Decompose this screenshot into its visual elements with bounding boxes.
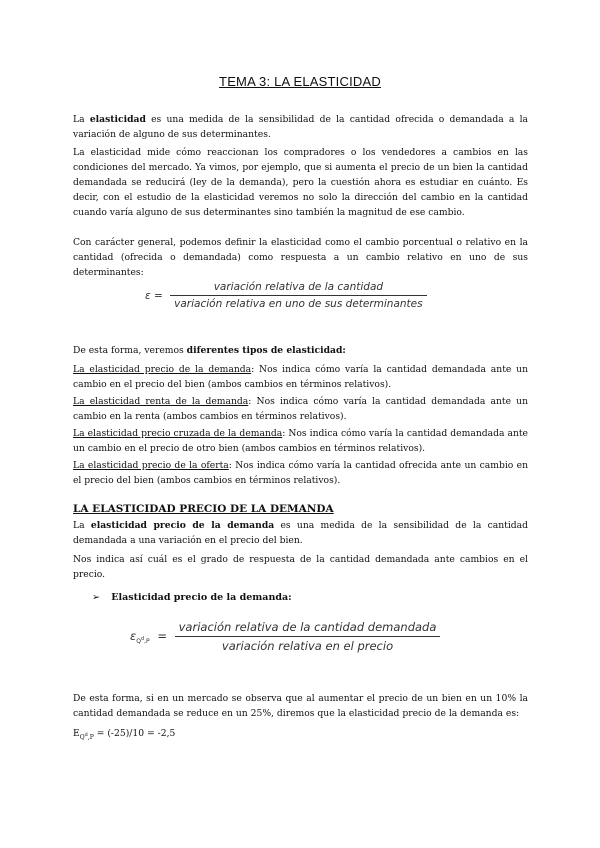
formula-lhs: ε =	[145, 289, 163, 302]
formula-fraction	[175, 620, 441, 653]
price-elasticity-formula	[130, 620, 440, 653]
sub-q: Q	[136, 638, 141, 646]
intro-paragraph-3: Con carácter general, podemos definir la elasticidad como el cambio porcentual o relativo en la cantidad (ofrecida o demandada) como respuesta a un cambio relativo en uno de sus determinantes:	[73, 237, 528, 278]
elasticity-general-formula	[145, 281, 427, 310]
section2-paragraph-1	[73, 518, 528, 548]
section2-paragraph-3: De esta forma, si en un mercado se observa que al aumentar el precio de un bien en un 10% la cantidad demandada se reduce en un 25%, diremos que la elasticidad precio de la demanda es:	[73, 693, 528, 719]
bullet-label: Elasticidad precio de la demanda:	[111, 592, 292, 603]
formula-lhs	[130, 629, 171, 646]
bullet-item	[92, 592, 292, 603]
text-fragment: La	[73, 520, 85, 531]
type-description: : Nos indica cómo varía la cantidad demandada ante un cambio en el precio de otro bien (ambos cambios en términos relativos).	[73, 428, 528, 454]
type-item-cross-price	[73, 426, 528, 456]
type-term: La elasticidad precio de la oferta	[73, 460, 229, 471]
formula-numerator: variación relativa de la cantidad	[213, 281, 384, 293]
type-item-price-demand	[73, 362, 528, 392]
sup-d: d	[84, 731, 88, 738]
types-intro-bold: diferentes tipos de elasticidad:	[186, 345, 346, 356]
example-subscript	[79, 731, 94, 741]
type-description: : Nos indica cómo varía la cantidad demandada ante un cambio en la renta (ambos cambios en términos relativos).	[73, 396, 529, 422]
sub-p: ,P	[144, 638, 150, 646]
type-term: La elasticidad precio cruzada de la demanda	[73, 428, 283, 439]
type-description: : Nos indica cómo varía la cantidad demandada ante un cambio en el precio del bien (ambos cambios en términos relativos).	[73, 364, 529, 390]
formula-subscript	[136, 638, 149, 645]
section-heading: LA ELASTICIDAD PRECIO DE LA DEMANDA	[73, 503, 334, 515]
text-fragment: De esta forma, veremos	[73, 345, 184, 356]
term-elasticidad: elasticidad	[89, 114, 146, 125]
type-term: La elasticidad renta de la demanda	[73, 396, 249, 407]
text-fragment: es una medida de la sensibilidad de la cantidad demandada a una variación en el precio del bien.	[73, 520, 528, 546]
text-fragment: es una medida de la sensibilidad de la cantidad ofrecida o demandada a la variación de alguno de sus determinantes.	[73, 114, 528, 140]
types-intro	[73, 343, 528, 358]
sub-q: Q	[79, 733, 85, 741]
example-e: E	[73, 728, 80, 739]
formula-fraction	[170, 281, 426, 310]
sub-p: ,P	[87, 733, 94, 741]
type-description: : Nos indica cómo varía la cantidad ofrecida ante un cambio en el precio del bien (ambos cambios en términos relativos).	[73, 460, 528, 486]
text-fragment: La	[73, 114, 85, 125]
example-result: = (-25)/10 = -2,5	[96, 728, 176, 739]
epsilon-symbol: ε	[130, 629, 137, 643]
section2-paragraph-2: Nos indica así cuál es el grado de respuesta de la cantidad demandada ante cambios en el precio.	[73, 554, 528, 580]
type-term: La elasticidad precio de la demanda	[73, 364, 252, 375]
formula-denominator: variación relativa en uno de sus determinantes	[170, 295, 426, 310]
formula-numerator: variación relativa de la cantidad demandada	[178, 620, 437, 634]
type-item-income-demand	[73, 394, 528, 424]
formula-denominator: variación relativa en el precio	[175, 636, 441, 653]
equals-sign: =	[157, 629, 167, 643]
type-item-price-supply	[73, 458, 528, 488]
example-calculation	[73, 726, 528, 745]
term-price-elasticity: elasticidad precio de la demanda	[90, 520, 275, 531]
page-title: TEMA 3: LA ELASTICIDAD	[219, 74, 381, 89]
intro-paragraph-2: La elasticidad mide cómo reaccionan los compradores o los vendedores a cambios en las condiciones del mercado. Ya vimos, por ejemplo, que si aumenta el precio de un bien la cantidad demandada se reducirá (ley de la demanda), pero la cuestión ahora es estudiar en cuánto. Es decir, con el estudio de la elasticidad veremos no solo la dirección del cambio en la cantidad cuando varía alguno de sus determinantes sino también la magnitud de ese cambio.	[73, 147, 528, 218]
intro-paragraph-1	[73, 112, 528, 142]
sup-d: d	[140, 636, 145, 643]
arrow-bullet-icon: ➢	[92, 592, 100, 603]
